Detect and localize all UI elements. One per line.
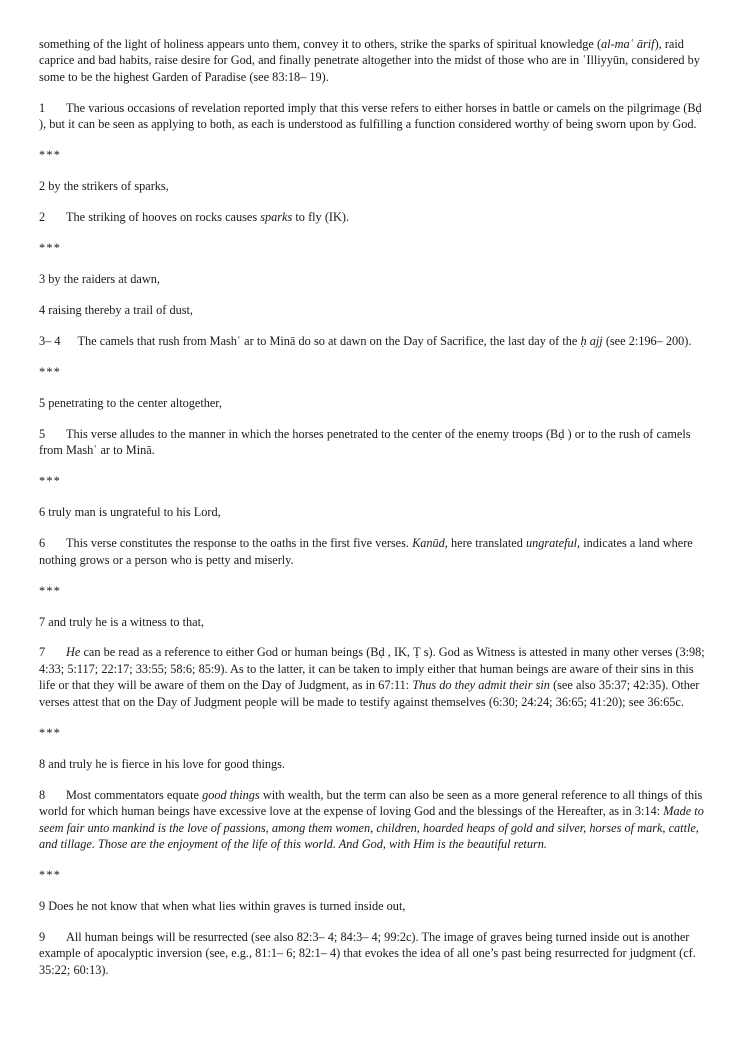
- commentary-entry-9: [39, 929, 709, 978]
- verse-line-7: [39, 614, 709, 630]
- opening-paragraph: [39, 36, 709, 85]
- commentary-text-post: (see 2:196– 200).: [602, 333, 692, 348]
- arabic-term-al-maarif-part1: al-maʿ: [601, 37, 634, 51]
- section-separator: ***: [39, 148, 62, 163]
- quran-quote-3-14: Made to seem fair unto mankind is the love of passions, among them women, children, hoarded heaps of gold and silver, horses of mark, cattle, and tillage. Those are the enjoyment of the life of this world. And God, with Him is the beautiful return.: [39, 804, 704, 852]
- verse-text: by the strikers of sparks,: [48, 179, 169, 194]
- commentary-entry-7: [39, 644, 709, 710]
- commentary-text-mid: with wealth, but the term can also be seen as a more general reference to all things of this world for which human beings have excessive love at the expense of loving God and the blessings of the Hereafter, as in 3:14:: [39, 787, 703, 819]
- commentary-text-pre: can be read as a reference to either God or human beings (Bḍ , IK, Ṭ s). God as Witness is attested in many other verses (3:98; 4:33; 5:117; 22:17; 33:55; 58:6; 85:9). As to the latter, it can be taken to imply either that human beings are aware of their sins in this life or that they will be aware of them on the Day of Judgment, as in 67:11:: [39, 645, 705, 693]
- verse-line-4: [39, 302, 709, 318]
- commentary-text: The various occasions of revelation reported imply that this verse refers to either horses in battle or camels on the pilgrimage (Bḍ ), but it can be seen as applying to both, as each is understood as fulfilling a function considered worthy of being sworn upon by God.: [39, 100, 702, 132]
- verse-text: truly man is ungrateful to his Lord,: [48, 505, 221, 520]
- verse-number: 3: [39, 272, 46, 287]
- verse-text: by the raiders at dawn,: [48, 272, 160, 287]
- term-good-things: good things: [202, 787, 260, 802]
- verse-number: 8: [39, 756, 46, 771]
- commentary-marker: 7: [39, 645, 46, 660]
- term-ungrateful: ungrateful,: [526, 536, 581, 551]
- commentary-marker: 6: [39, 536, 46, 551]
- section-separator: ***: [39, 868, 62, 882]
- verse-number: 4: [39, 303, 46, 318]
- verse-line-5: [39, 395, 709, 411]
- verse-text: penetrating to the center altogether,: [48, 395, 222, 410]
- commentary-text-post: to fly (IK).: [292, 210, 349, 225]
- commentary-marker: 3– 4: [39, 333, 61, 348]
- commentary-text-pre: All human beings will be resurrected (see also 82:3– 4; 84:3– 4; 99:2c). The image of graves being turned inside out is another example of apocalyptic inversion (see, e.g., 81:1– 6; 82:1– 4) that evokes the idea of all one’s past being resurrected for judgment (cf. 35:22; 60:13).: [39, 929, 696, 977]
- commentary-marker: 5: [39, 426, 46, 441]
- commentary-entry-3-4: [39, 333, 709, 349]
- commentary-marker: 2: [39, 210, 46, 225]
- commentary-text-pre: The camels that rush from Mashʿ ar to Minā do so at dawn on the Day of Sacrifice, the last day of the: [77, 333, 581, 348]
- verse-text: raising thereby a trail of dust,: [48, 303, 193, 318]
- verse-number: 5: [39, 395, 46, 410]
- verse-text: and truly he is fierce in his love for good things.: [48, 756, 285, 771]
- verse-line-8: [39, 756, 709, 772]
- section-separator: ***: [39, 725, 62, 740]
- verse-line-2: [39, 178, 709, 194]
- commentary-text-pre: The striking of hooves on rocks causes: [66, 210, 261, 225]
- commentary-entry-2: [39, 209, 709, 225]
- verse-text: Does he not know that when what lies within graves is turned inside out,: [48, 898, 406, 913]
- commentary-entry-6: [39, 535, 709, 568]
- verse-number: 2: [39, 179, 46, 194]
- commentary-marker: 9: [39, 929, 46, 944]
- commentary-entry-1: [39, 100, 709, 133]
- term-sparks: sparks: [260, 210, 293, 225]
- term-hajj: ḥ ajj: [580, 333, 603, 348]
- verse-number: 7: [39, 614, 46, 629]
- commentary-marker: 8: [39, 787, 46, 802]
- commentary-text-pre: Most commentators equate: [66, 787, 203, 802]
- section-separator: ***: [39, 364, 62, 379]
- commentary-text-pre: This verse alludes to the manner in which the horses penetrated to the center of the enemy troops (Bḍ ) or to the rush of camels from Mashʿ ar to Minā.: [39, 426, 691, 458]
- arabic-term-al-maarif-part2: ārif: [636, 37, 655, 51]
- opening-text-part2: ), raid caprice and bad habits, raise desire for God, and finally penetrate altogether into the midst of those who are in ʿIlliyyūn, considered by some to be the highest Garden of Paradise (see 83:18– 19).: [39, 37, 700, 84]
- section-separator: ***: [39, 241, 62, 256]
- section-separator: ***: [39, 583, 62, 598]
- commentary-marker: 1: [39, 100, 46, 115]
- verse-line-9: [39, 898, 709, 914]
- verse-line-3: [39, 271, 709, 287]
- section-separator: ***: [39, 474, 62, 489]
- term-kanud: Kanūd,: [412, 536, 448, 551]
- commentary-text-pre: This verse constitutes the response to the oaths in the first five verses.: [66, 536, 413, 551]
- verse-number: 6: [39, 505, 46, 520]
- commentary-text-post: (see also 35:37; 42:35). Other verses attest that on the Day of Judgment people will be made to testify against themselves (6:30; 24:24; 36:65; 41:20); see 36:65c.: [39, 678, 700, 709]
- verse-line-6: [39, 504, 709, 520]
- commentary-text-mid: here translated: [447, 536, 526, 551]
- commentary-text-post: indicates a land where nothing grows or a person who is petty and miserly.: [39, 536, 693, 567]
- commentary-entry-5: [39, 426, 709, 459]
- opening-text-part1: something of the light of holiness appears unto them, convey it to others, strike the sparks of spiritual knowledge (: [39, 37, 602, 51]
- pronoun-he: He: [66, 645, 81, 660]
- verse-text: and truly he is a witness to that,: [48, 614, 205, 629]
- commentary-entry-8: [39, 787, 709, 853]
- verse-number: 9: [39, 898, 46, 913]
- quran-quote-67-11: Thus do they admit their sin: [412, 678, 550, 693]
